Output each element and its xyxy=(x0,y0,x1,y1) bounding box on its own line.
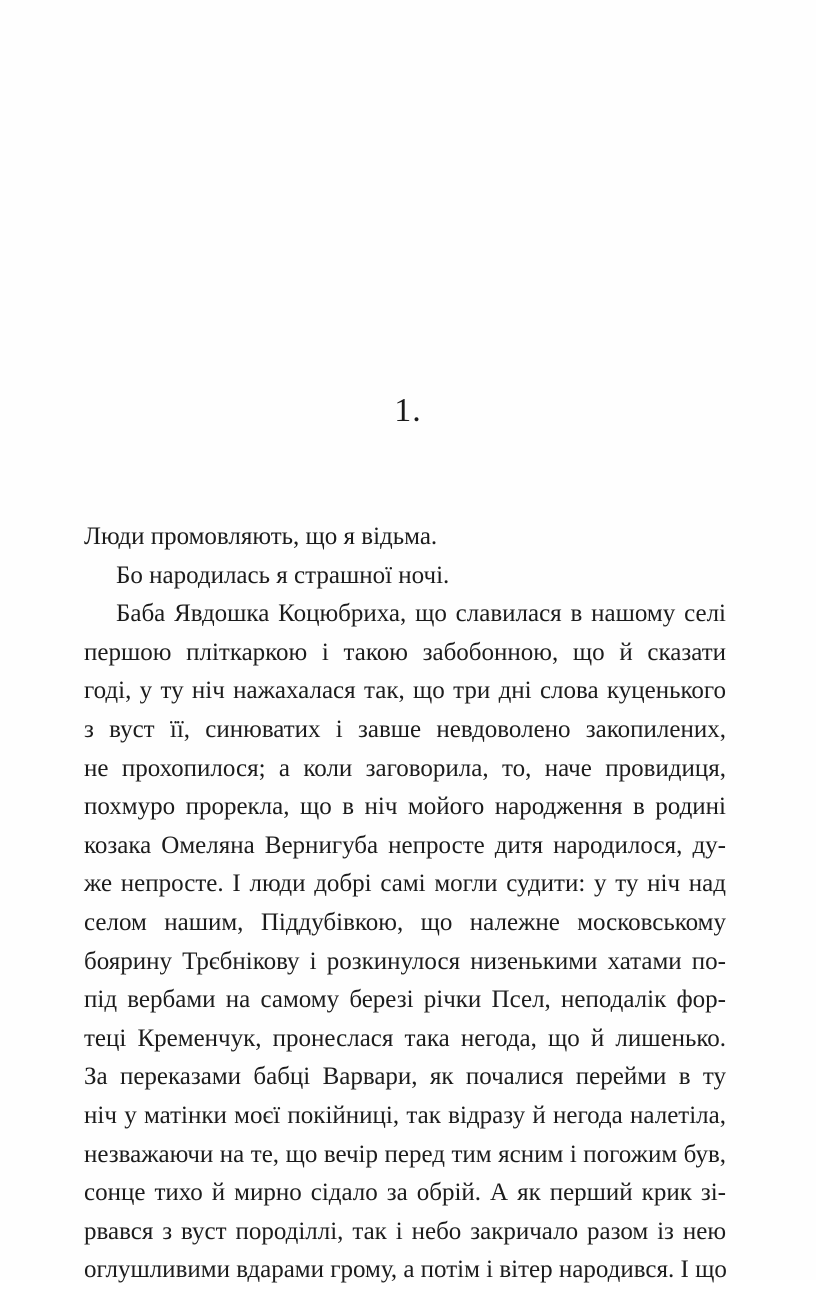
body-text xyxy=(84,518,726,1290)
text-line: не прохопилося; а коли заговорила, то, наче провидиця, xyxy=(84,754,726,782)
text-line: теці Кременчук, пронеслася така негода, що й лишенько. xyxy=(84,1024,726,1052)
text-line: боярину Трєбнікову і розкинулося низенькими хатами по- xyxy=(84,947,726,975)
text-line: сонце тихо й мирно сідало за обрій. А як перший крик зі- xyxy=(84,1179,726,1207)
text-line: Баба Явдошка Коцюбриха, що славилася в нашому селі xyxy=(116,600,726,628)
text-line: оглушливими вдарами грому, а потім і вітер народився. І що xyxy=(84,1256,727,1284)
text-line: Люди промовляють, що я відьма. xyxy=(84,523,438,550)
text-line: же непросте. І люди добрі самі могли судити: у ту ніч над xyxy=(84,870,726,898)
text-line: Бо народилась я страшної ночі. xyxy=(116,561,450,589)
text-line: За переказами бабці Варвари, як почалися перейми в ту xyxy=(84,1063,726,1091)
text-line: з вуст її, синюватих і завше невдоволено закопилених, xyxy=(84,715,726,743)
text-line: похмуро прорекла, що в ніч мойого народження в родині xyxy=(84,793,726,821)
text-line: першою пліткаркою і такою забобонною, що й сказати xyxy=(84,638,726,666)
text-line: під вербами на самому березі річки Псел, неподалік фор- xyxy=(84,986,726,1014)
text-line: селом нашим, Піддубівкою, що належне московському xyxy=(84,908,726,936)
chapter-number: 1. xyxy=(394,392,422,429)
text-line: рвався з вуст породіллі, так і небо закричало разом із нею xyxy=(84,1217,726,1245)
text-line: годі, у ту ніч нажахалася так, що три дні слова куценького xyxy=(84,677,726,705)
text-line: ніч у матінки моєї покійниці, так відразу й негода налетіла, xyxy=(84,1101,726,1129)
text-line: незважаючи на те, що вечір перед тим ясним і погожим був, xyxy=(84,1140,726,1168)
text-line: козака Омеляна Вернигуба непросте дитя народилося, ду- xyxy=(84,831,726,859)
